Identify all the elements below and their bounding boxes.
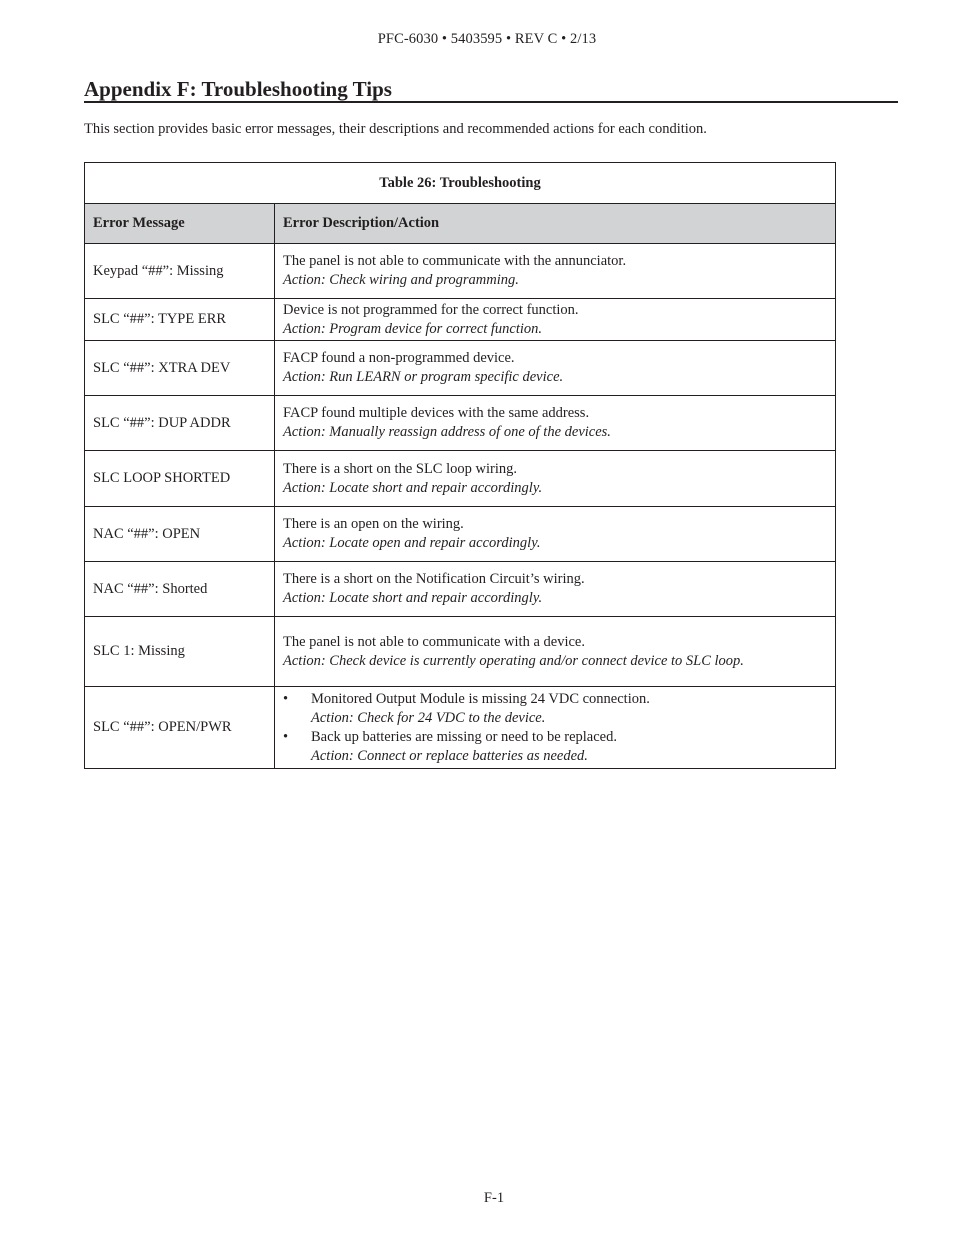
description-text: Monitored Output Module is missing 24 VDC connection. bbox=[311, 690, 650, 707]
page-header: PFC-6030 • 5403595 • REV C • 2/13 bbox=[377, 31, 597, 47]
description-cell bbox=[275, 562, 836, 617]
action-text: Action: Manually reassign address of one of the devices. bbox=[283, 424, 611, 440]
action-text: Action: Program device for correct function. bbox=[283, 320, 543, 337]
error-message-cell: Keypad “##”: Missing bbox=[85, 244, 275, 299]
page-number: F-1 bbox=[483, 1190, 505, 1206]
description-cell bbox=[275, 299, 836, 341]
description-cell bbox=[275, 341, 836, 396]
column-header-description: Error Description/Action bbox=[275, 204, 836, 244]
table-row bbox=[85, 341, 836, 396]
troubleshooting-table bbox=[84, 162, 836, 769]
table-row bbox=[85, 617, 836, 687]
action-text: Action: Locate short and repair accordingly. bbox=[283, 479, 543, 496]
action-text: Action: Check wiring and programming. bbox=[283, 272, 519, 288]
table-row bbox=[85, 396, 836, 451]
table-row bbox=[85, 687, 836, 769]
bullet-icon: • bbox=[283, 690, 289, 707]
table-caption: Table 26: Troubleshooting bbox=[85, 163, 836, 204]
description-text: The panel is not able to communicate with the annunciator. bbox=[283, 253, 627, 269]
table-row bbox=[85, 244, 836, 299]
error-message-cell: NAC “##”: OPEN bbox=[85, 507, 275, 562]
description-text: FACP found multiple devices with the same address. bbox=[283, 405, 590, 421]
action-text: Action: Locate open and repair accordingly. bbox=[283, 535, 541, 551]
description-text: There is an open on the wiring. bbox=[283, 516, 464, 532]
action-text: Action: Check for 24 VDC to the device. bbox=[311, 709, 546, 726]
column-header-error-message: Error Message bbox=[85, 204, 275, 244]
bullet-list bbox=[283, 690, 834, 766]
error-message-cell: SLC “##”: XTRA DEV bbox=[85, 341, 275, 396]
description-text: FACP found a non-programmed device. bbox=[283, 350, 515, 366]
description-text: There is a short on the SLC loop wiring. bbox=[283, 460, 517, 477]
table-row bbox=[85, 562, 836, 617]
action-text: Action: Connect or replace batteries as needed. bbox=[311, 747, 588, 764]
error-message-cell: SLC LOOP SHORTED bbox=[85, 451, 275, 507]
description-cell bbox=[275, 617, 836, 687]
description-text: Device is not programmed for the correct function. bbox=[283, 301, 579, 318]
description-cell bbox=[275, 507, 836, 562]
description-text: The panel is not able to communicate with a device. bbox=[283, 633, 585, 650]
error-message-cell: SLC “##”: TYPE ERR bbox=[85, 299, 275, 341]
table-row bbox=[85, 299, 836, 341]
description-text: There is a short on the Notification Circuit’s wiring. bbox=[283, 571, 585, 587]
error-message-cell: SLC “##”: OPEN/PWR bbox=[85, 687, 275, 769]
list-item bbox=[283, 728, 834, 766]
description-cell bbox=[275, 451, 836, 507]
description-cell bbox=[275, 396, 836, 451]
error-message-cell: SLC “##”: DUP ADDR bbox=[85, 396, 275, 451]
error-message-cell: SLC 1: Missing bbox=[85, 617, 275, 687]
table-row bbox=[85, 507, 836, 562]
action-text: Action: Locate short and repair accordingly. bbox=[283, 590, 543, 606]
action-text: Action: Run LEARN or program specific device. bbox=[283, 369, 564, 385]
action-text: Action: Check device is currently operating and/or connect device to SLC loop. bbox=[283, 652, 744, 669]
error-message-cell: NAC “##”: Shorted bbox=[85, 562, 275, 617]
description-cell bbox=[275, 244, 836, 299]
list-item bbox=[283, 690, 834, 728]
description-cell bbox=[275, 687, 836, 769]
page-title: Appendix F: Troubleshooting Tips bbox=[84, 78, 898, 103]
description-text: Back up batteries are missing or need to be replaced. bbox=[311, 728, 617, 745]
bullet-icon: • bbox=[283, 728, 289, 745]
intro-paragraph: This section provides basic error messages, their descriptions and recommended actions for each condition. bbox=[84, 121, 707, 137]
table-row bbox=[85, 451, 836, 507]
